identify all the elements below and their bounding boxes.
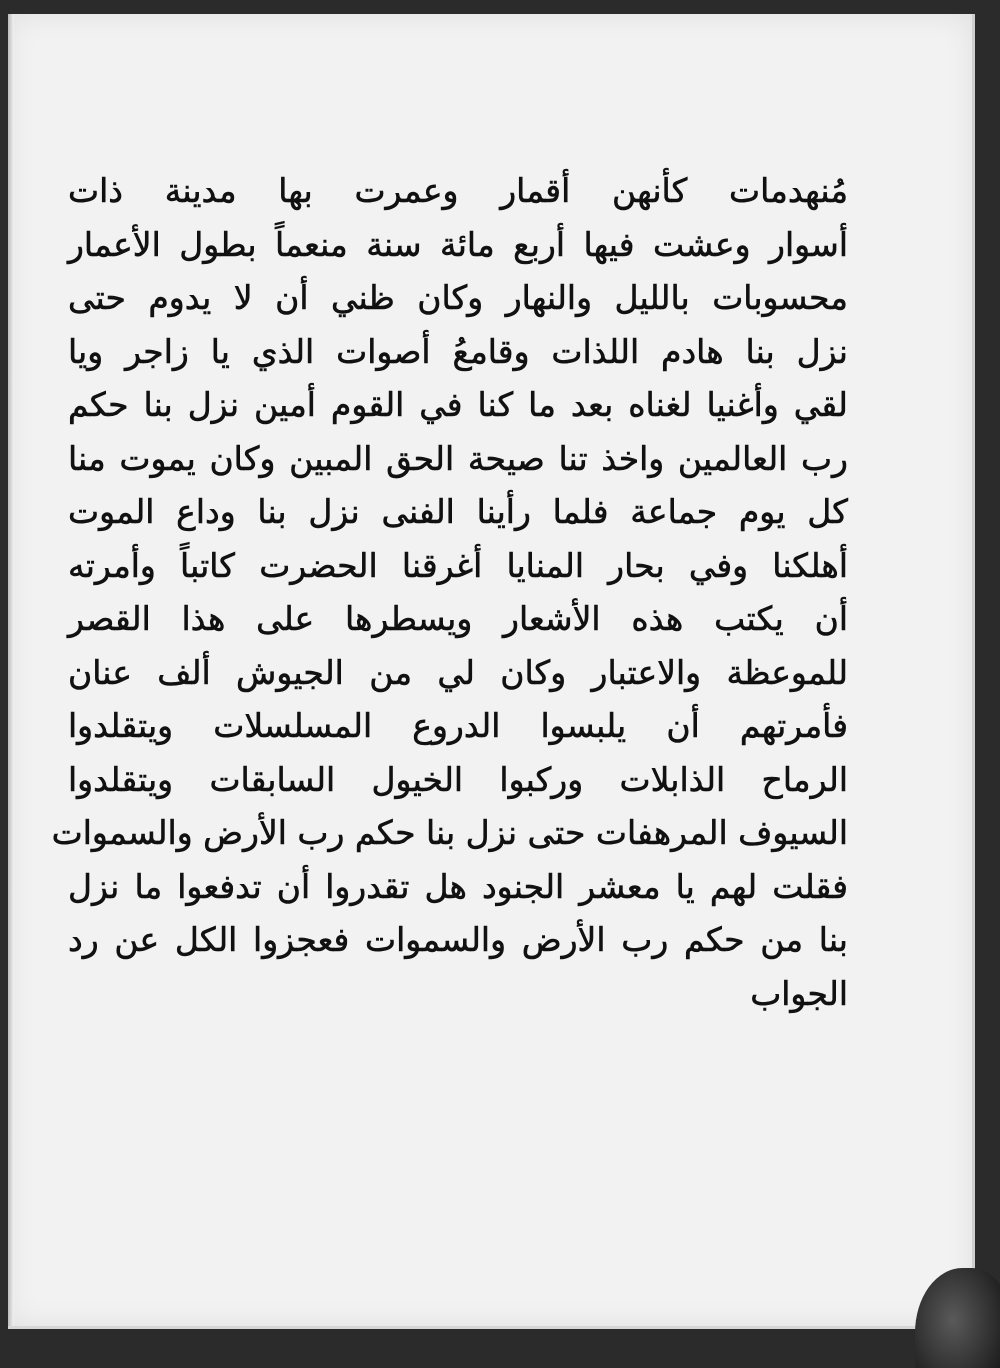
text-line: رب العالمين واخذ تنا صيحة الحق المبين وكان يموت منا <box>68 438 848 478</box>
text-line: محسوبات بالليل والنهار وكان ظني أن لا يدوم حتى <box>68 278 848 317</box>
text-line: أهلكنا وفي بحار المنايا أغرقنا الحضرت كاتباً وأمرته <box>68 545 848 585</box>
manuscript-page <box>8 14 975 1329</box>
manuscript-text <box>51 164 848 1020</box>
page-edge <box>8 14 14 1326</box>
text-line: أسوار وعشت فيها أربع مائة سنة منعماً بطول الأعمار <box>68 224 848 264</box>
text-line: للموعظة والاعتبار وكان لي من الجيوش ألف عنان <box>68 652 848 692</box>
text-line: لقي وأغنيا لغناه بعد ما كنا في القوم أمين نزل بنا حكم <box>68 385 848 424</box>
text-line: بنا من حكم رب الأرض والسموات فعجزوا الكل عن رد <box>68 920 848 959</box>
text-line: كل يوم جماعة فلما رأينا الفنى نزل بنا وداع الموت <box>68 492 848 531</box>
text-line: السيوف المرهفات حتى نزل بنا حكم رب الأرض والسموات <box>51 813 848 852</box>
text-line: نزل بنا هادم اللذات وقامعُ أصوات الذي يا زاجر ويا <box>68 331 848 371</box>
text-line: الرماح الذابلات وركبوا الخيول السابقات ويتقلدوا <box>68 759 848 799</box>
text-line: مُنهدمات كأنهن أقمار وعمرت بها مدينة ذات <box>68 171 848 210</box>
text-line: فأمرتهم أن يلبسوا الدروع المسلسلات ويتقلدوا <box>68 706 848 745</box>
text-line: فقلت لهم يا معشر الجنود هل تقدروا أن تدفعوا ما نزل <box>68 866 848 906</box>
text-line: أن يكتب هذه الأشعار ويسطرها على هذا القصر <box>68 599 848 638</box>
text-line-final: الجواب <box>750 973 848 1013</box>
